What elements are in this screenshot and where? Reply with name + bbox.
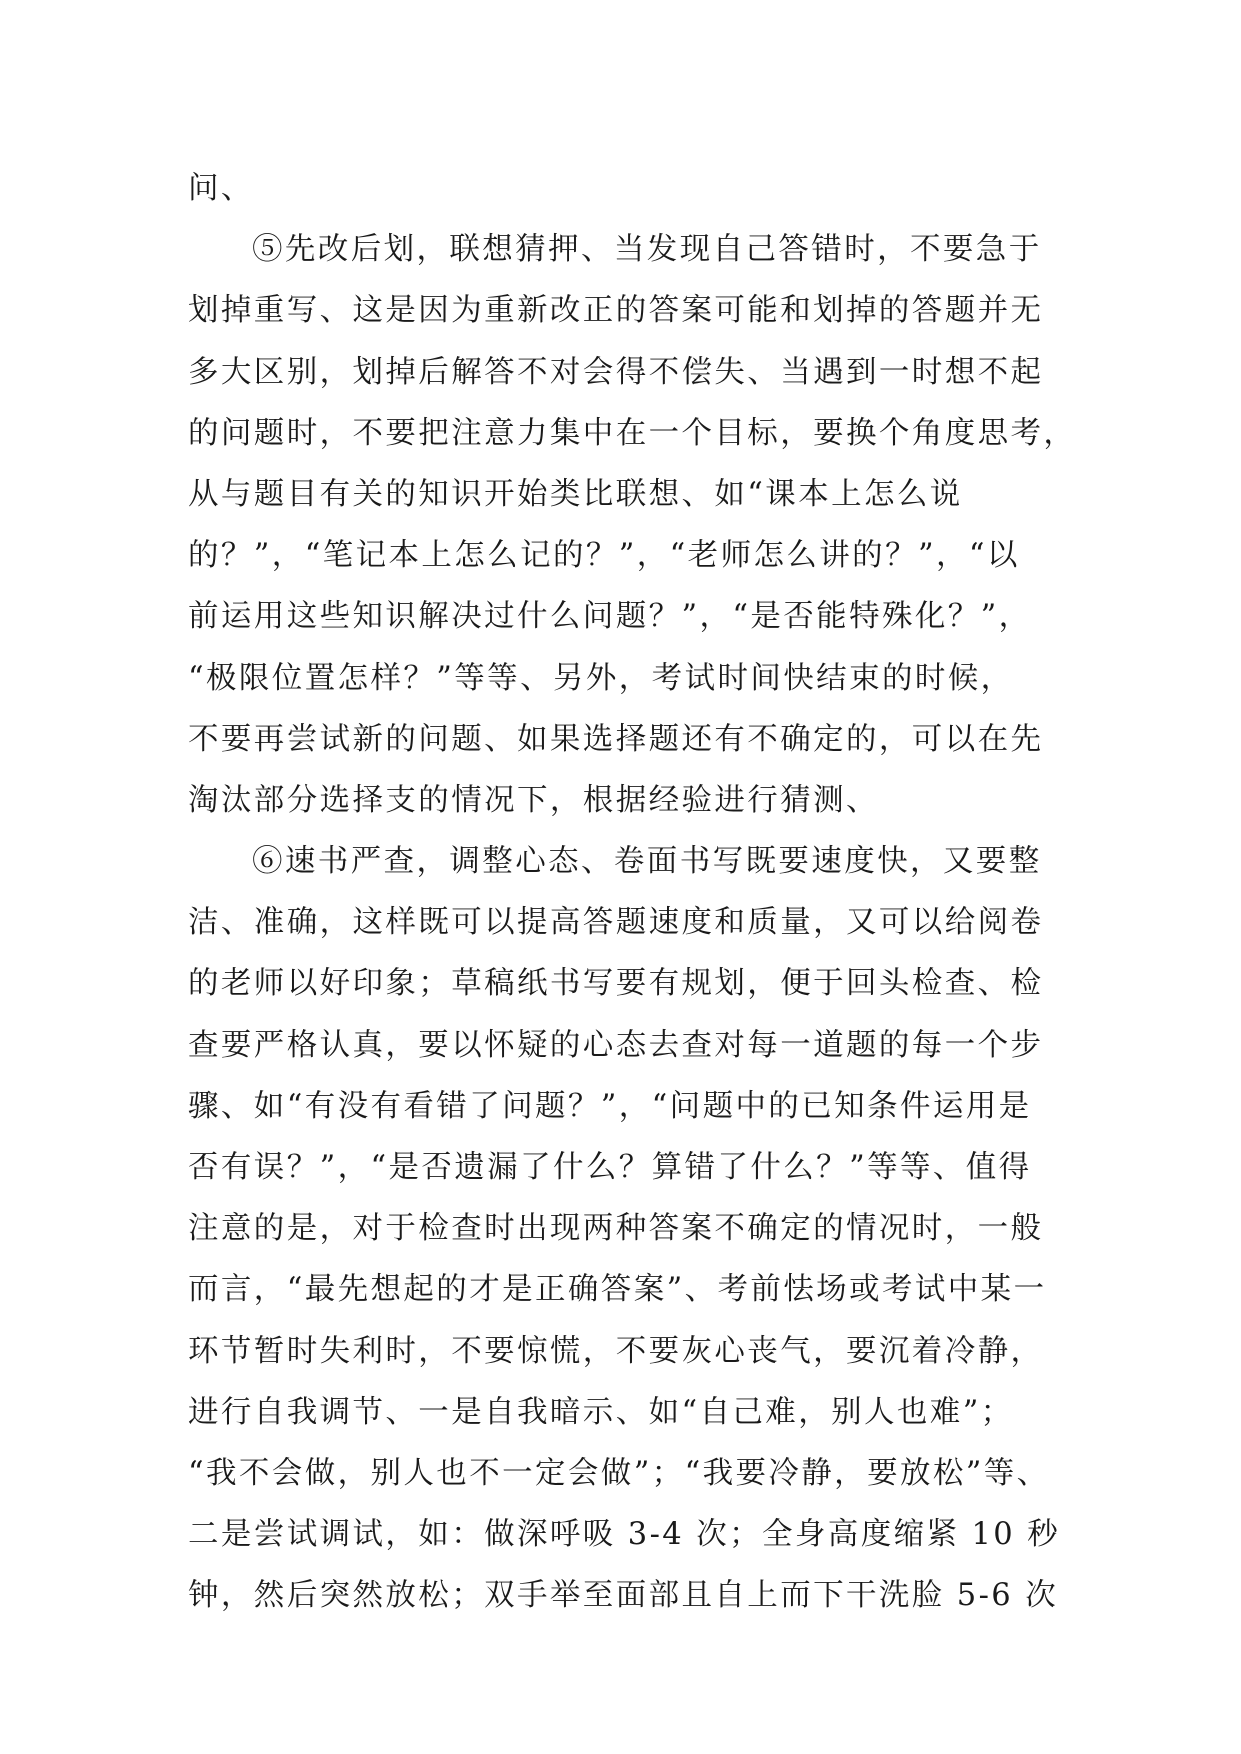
text-line: 不要再尝试新的问题、如果选择题还有不确定的，可以在先 xyxy=(188,721,1044,757)
text-line: 否有误？”，“是否遗漏了什么？算错了什么？”等等、值得 xyxy=(188,1150,1032,1185)
text-line: 进行自我调节、一是自我暗示、如“自己难，别人也难”； xyxy=(188,1394,1014,1430)
body-text xyxy=(188,158,1077,1627)
text-line: “极限位置怎样？”等等、另外，考试时间快结束的时候， xyxy=(188,660,1014,696)
text-line: 问、 xyxy=(188,171,254,206)
text-line: 多大区别，划掉后解答不对会得不偿失、当遇到一时想不起 xyxy=(188,354,1044,390)
text-line: 而言，“最先想起的才是正确答案”、考前怯场或考试中某一 xyxy=(188,1272,1047,1308)
text-line: 环节暂时失利时，不要惊慌，不要灰心丧气，要沉着冷静， xyxy=(188,1333,1044,1369)
text-line: 注意的是，对于检查时出现两种答案不确定的情况时，一般 xyxy=(188,1211,1044,1247)
text-line: 的老师以好印象；草稿纸书写要有规划，便于回头检查、检 xyxy=(188,966,1044,1002)
paragraph-6-start: ⑥速书严查，调整心态、卷面书写既要速度快，又要整 xyxy=(252,844,1042,880)
paragraph-5-start: ⑤先改后划，联想猜押、当发现自己答错时，不要急于 xyxy=(252,232,1042,268)
text-line: 淘汰部分选择支的情况下，根据经验进行猜测、 xyxy=(188,782,879,818)
text-line: 查要严格认真，要以怀疑的心态去查对每一道题的每一个步 xyxy=(188,1027,1044,1063)
text-line: 划掉重写、这是因为重新改正的答案可能和划掉的答题并无 xyxy=(188,293,1044,329)
text-line: 的问题时，不要把注意力集中在一个目标，要换个角度思考， xyxy=(188,415,1077,451)
text-line: 洁、准确，这样既可以提高答题速度和质量，又可以给阅卷 xyxy=(188,905,1044,941)
text-line: 从与题目有关的知识开始类比联想、如“课本上怎么说 xyxy=(188,476,963,512)
text-line: 钟，然后突然放松；双手举至面部且自上而下干洗脸 5-6 次 xyxy=(188,1578,1059,1614)
text-line: 二是尝试调试，如：做深呼吸 3-4 次；全身高度缩紧 10 秒 xyxy=(188,1517,1061,1553)
text-line: 骤、如“有没有看错了问题？”，“问题中的已知条件运用是 xyxy=(188,1088,1032,1124)
text-line: 的？”，“笔记本上怎么记的？”，“老师怎么讲的？”，“以 xyxy=(188,538,1020,574)
text-line: “我不会做，别人也不一定会做”；“我要冷静，要放松”等、 xyxy=(188,1455,1050,1491)
text-line: 前运用这些知识解决过什么问题？”，“是否能特殊化？”， xyxy=(188,599,1032,635)
